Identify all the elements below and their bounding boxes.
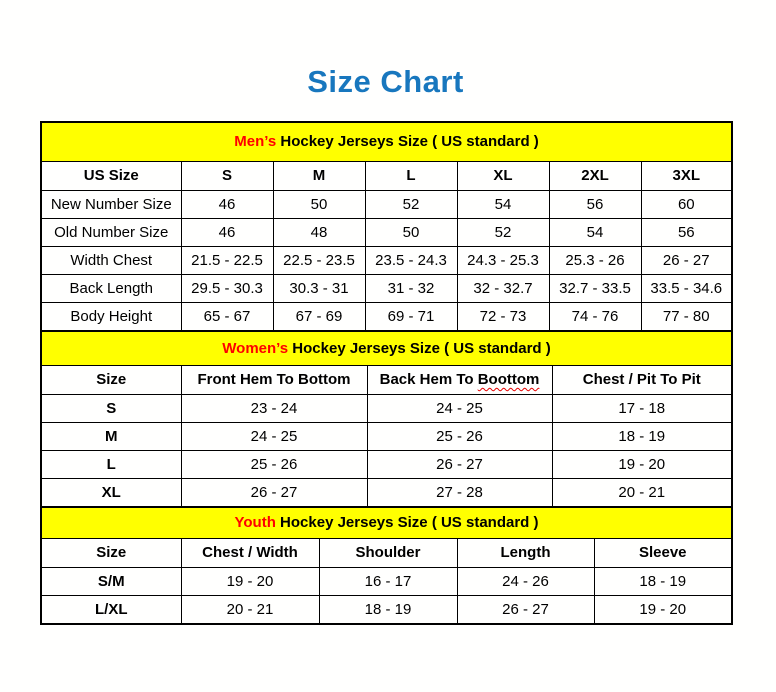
table-cell: 30.3 - 31 — [273, 274, 365, 302]
table-row — [41, 218, 732, 246]
column-header: Size — [41, 538, 181, 567]
column-header: Chest / Pit To Pit — [552, 365, 732, 394]
table-row — [41, 478, 732, 507]
table-cell: 20 - 21 — [552, 478, 732, 507]
table-row — [41, 450, 732, 478]
column-header-text: Back Hem To — [379, 371, 478, 389]
table-cell: 26 - 27 — [641, 246, 732, 274]
mens-heading-text: Hockey Jerseys Size ( US standard ) — [276, 133, 539, 151]
row-label: L/XL — [41, 595, 181, 624]
table-cell: 18 - 19 — [552, 422, 732, 450]
row-label: Back Length — [41, 274, 181, 302]
table-cell: 26 - 27 — [457, 595, 594, 624]
table-cell: 23 - 24 — [181, 394, 367, 422]
table-cell: 18 - 19 — [594, 567, 732, 595]
table-cell: 33.5 - 34.6 — [641, 274, 732, 302]
womens-section-header — [41, 331, 732, 366]
table-cell: 52 — [365, 190, 457, 218]
mens-section-header-row — [41, 122, 732, 162]
youth-heading-highlight: Youth — [234, 514, 276, 532]
womens-heading-text: Hockey Jerseys Size ( US standard ) — [288, 339, 551, 357]
column-header: Length — [457, 538, 594, 567]
table-cell: 65 - 67 — [181, 302, 273, 331]
table-cell: 50 — [273, 190, 365, 218]
table-row — [41, 190, 732, 218]
table-cell: 23.5 - 24.3 — [365, 246, 457, 274]
table-cell: 46 — [181, 190, 273, 218]
row-label: Body Height — [41, 302, 181, 331]
table-cell: 24 - 25 — [367, 394, 552, 422]
column-header: Shoulder — [319, 538, 457, 567]
mens-size-table — [40, 121, 733, 332]
womens-column-header-row — [41, 365, 732, 394]
table-cell: 19 - 20 — [552, 450, 732, 478]
table-row — [41, 394, 732, 422]
column-header: M — [273, 161, 365, 190]
table-cell: 60 — [641, 190, 732, 218]
table-cell: 29.5 - 30.3 — [181, 274, 273, 302]
youth-heading-text: Hockey Jerseys Size ( US standard ) — [275, 514, 539, 532]
column-header: XL — [457, 161, 549, 190]
mens-heading-highlight: Men’s — [234, 133, 277, 151]
column-header: Front Hem To Bottom — [181, 365, 367, 394]
table-cell: 27 - 28 — [367, 478, 552, 507]
table-cell: 20 - 21 — [181, 595, 319, 624]
row-label: Width Chest — [41, 246, 181, 274]
mens-section-header — [41, 122, 732, 162]
table-cell: 32 - 32.7 — [457, 274, 549, 302]
table-cell: 26 - 27 — [181, 478, 367, 507]
column-header — [367, 365, 552, 394]
table-cell: 24.3 - 25.3 — [457, 246, 549, 274]
table-cell: 18 - 19 — [319, 595, 457, 624]
womens-size-table — [40, 330, 733, 508]
table-cell: 25 - 26 — [367, 422, 552, 450]
table-cell: 54 — [457, 190, 549, 218]
column-header: 3XL — [641, 161, 732, 190]
table-cell: 52 — [457, 218, 549, 246]
table-cell: 25.3 - 26 — [549, 246, 641, 274]
row-label: S — [41, 394, 181, 422]
row-label: XL — [41, 478, 181, 507]
table-cell: 56 — [641, 218, 732, 246]
womens-section-header-row — [41, 331, 732, 366]
mens-column-header-row — [41, 161, 732, 190]
table-row — [41, 246, 732, 274]
youth-section-header — [41, 507, 732, 539]
table-cell: 50 — [365, 218, 457, 246]
page-title: Size Chart — [307, 64, 464, 99]
table-cell: 77 - 80 — [641, 302, 732, 331]
row-label: New Number Size — [41, 190, 181, 218]
table-cell: 19 - 20 — [181, 567, 319, 595]
row-label: M — [41, 422, 181, 450]
table-cell: 32.7 - 33.5 — [549, 274, 641, 302]
table-cell: 67 - 69 — [273, 302, 365, 331]
row-label: S/M — [41, 567, 181, 595]
table-cell: 56 — [549, 190, 641, 218]
youth-column-header-row — [41, 538, 732, 567]
column-header: 2XL — [549, 161, 641, 190]
table-cell: 17 - 18 — [552, 394, 732, 422]
table-cell: 21.5 - 22.5 — [181, 246, 273, 274]
column-header: S — [181, 161, 273, 190]
column-header: Chest / Width — [181, 538, 319, 567]
size-chart-sheet — [40, 0, 731, 625]
table-cell: 48 — [273, 218, 365, 246]
table-row — [41, 274, 732, 302]
table-cell: 24 - 26 — [457, 567, 594, 595]
womens-heading-highlight: Women’s — [222, 339, 289, 357]
table-cell: 74 - 76 — [549, 302, 641, 331]
table-cell: 46 — [181, 218, 273, 246]
misspelled-word: Boottom — [477, 371, 540, 389]
table-cell: 26 - 27 — [367, 450, 552, 478]
table-row — [41, 567, 732, 595]
table-cell: 19 - 20 — [594, 595, 732, 624]
column-header: L — [365, 161, 457, 190]
column-header: US Size — [41, 161, 181, 190]
table-cell: 31 - 32 — [365, 274, 457, 302]
row-label: Old Number Size — [41, 218, 181, 246]
column-header: Size — [41, 365, 181, 394]
table-row — [41, 302, 732, 331]
row-label: L — [41, 450, 181, 478]
table-cell: 25 - 26 — [181, 450, 367, 478]
table-cell: 24 - 25 — [181, 422, 367, 450]
youth-section-header-row — [41, 507, 732, 539]
table-cell: 69 - 71 — [365, 302, 457, 331]
column-header: Sleeve — [594, 538, 732, 567]
table-cell: 72 - 73 — [457, 302, 549, 331]
table-cell: 54 — [549, 218, 641, 246]
table-cell: 22.5 - 23.5 — [273, 246, 365, 274]
youth-size-table — [40, 506, 733, 625]
table-row — [41, 595, 732, 624]
table-row — [41, 422, 732, 450]
table-cell: 16 - 17 — [319, 567, 457, 595]
